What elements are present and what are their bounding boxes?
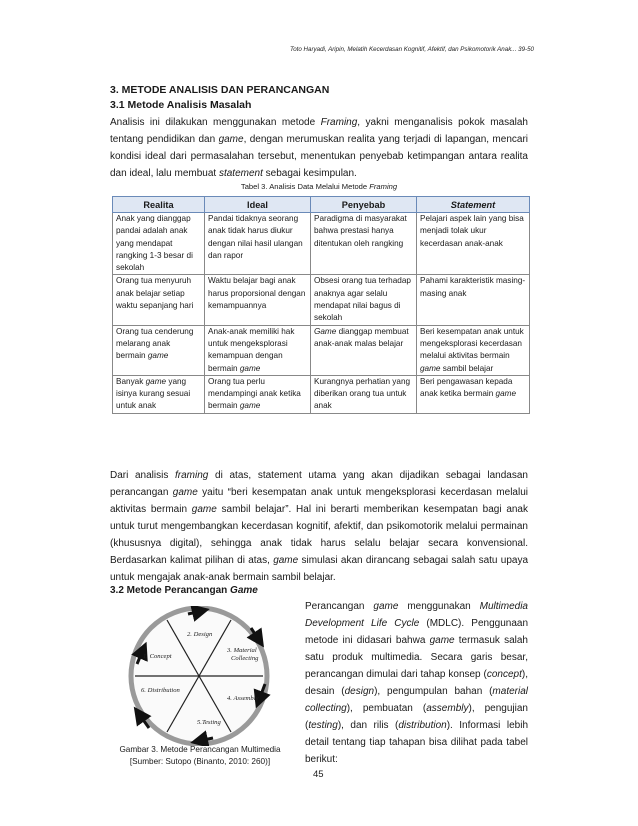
- stage-design: 2. Design: [187, 631, 213, 638]
- paragraph-analysis-method: Analisis ini dilakukan menggunakan metode Framing, yakni menganalisis pokok masalah tentang pendidikan dan game, dengan merumuskan realita yang terjadi di lapangan, mencari kondisi ideal dari permasalahan tersebut, menentukan penyebab ketimpangan antara realita dan ideal, lalu membuat statement sebagai kesimpulan.: [110, 117, 528, 179]
- col-header-penyebab: Penyebab: [311, 197, 417, 213]
- section-heading: 3. METODE ANALISIS DAN PERANCANGAN: [110, 84, 330, 96]
- table-cell: Orang tua menyuruh anak belajar setiap waktu sepanjang hari: [113, 275, 205, 325]
- table-cell: Anak yang dianggap pandai adalah anak yang mendapat rangking 1-3 besar di sekolah: [113, 213, 205, 275]
- table-row: [113, 213, 530, 275]
- table-cell: Beri kesempatan anak untuk mengeksplorasi kecerdasan melalui aktivitas bermain game sambil belajar: [417, 325, 530, 375]
- table-cell: Paradigma di masyarakat bahwa prestasi hanya ditentukan oleh rangking: [311, 213, 417, 275]
- table-cell: Waktu belajar bagi anak harus proporsional dengan kemampuannya: [205, 275, 311, 325]
- table-cell: Beri pengawasan kepada anak ketika bermain game: [417, 375, 530, 413]
- table-row: [113, 375, 530, 413]
- running-header: Toto Haryadi, Aripin, Melatih Kecerdasan Kognitif, Afektif, dan Psikomotorik Anak... 39-50: [290, 46, 534, 53]
- table-caption: Tabel 3. Analisis Data Melalui Metode Framing: [240, 182, 398, 191]
- table-cell: Kurangnya perhatian yang diberikan orang tua untuk anak: [311, 375, 417, 413]
- table-header-row: [113, 197, 530, 213]
- stage-collecting: Collecting: [231, 655, 259, 662]
- mdlc-cycle-diagram: [113, 606, 285, 746]
- col-header-statement: Statement: [417, 197, 530, 213]
- table-row: [113, 275, 530, 325]
- table-row: [113, 325, 530, 375]
- stage-assembly: 4. Assembly: [227, 695, 259, 702]
- table-cell: Orang tua perlu mendampingi anak ketika bermain game: [205, 375, 311, 413]
- stage-testing: 5.Testing: [197, 719, 221, 726]
- col-header-realita: Realita: [113, 197, 205, 213]
- table-cell: Obsesi orang tua terhadap anaknya agar selalu mendapat nilai bagus di sekolah: [311, 275, 417, 325]
- page-number: 45: [313, 769, 324, 780]
- table-cell: Pelajari aspek lain yang bisa menjadi tolak ukur kecerdasan anak-anak: [417, 213, 530, 275]
- framing-table: [112, 196, 530, 414]
- col-header-ideal: Ideal: [205, 197, 311, 213]
- stage-distribution: 6. Distribution: [141, 687, 180, 694]
- table-cell: Pahami karakteristik masing-masing anak: [417, 275, 530, 325]
- paragraph-framing-result: Dari analisis framing di atas, statement utama yang akan dijadikan sebagai landasan perancangan game yaitu “beri kesempatan anak untuk mengeksplorasi kecerdasan melalui aktivitas bermain game sambil belajar”. Hal ini berarti memberikan kesempatan bagi anak untuk turut mengembangkan kecerdasan kognitif, afektif, dan psikomotorik melalui permainan (khususnya digital), sehingga anak tidak harus selalu belajar secara konvensional. Berdasarkan kalimat pilihan di atas, game simulasi akan dirancang sebagai salah satu upaya untuk mengajak anak-anak bermain sambil belajar.: [110, 470, 529, 583]
- subsection-heading-analysis: 3.1 Metode Analisis Masalah: [110, 99, 252, 111]
- subsection-heading-design: 3.2 Metode Perancangan Game: [110, 585, 258, 596]
- table-cell: Banyak game yang isinya kurang sesuai untuk anak: [113, 375, 205, 413]
- stage-concept: 1. Concept: [143, 653, 172, 660]
- paragraph-mdlc: Perancangan game menggunakan Multimedia Development Life Cycle (MDLC). Penggunaan metode ini didasari bahwa game termasuk salah satu produk multimedia. Secara garis besar, perancangan dimulai dari tahap konsep (concept), desain (design), pengumpulan bahan (material collecting), pembuatan (assembly), pengujian (testing), dan rilis (distribution). Informasi lebih detail tentang tiap tahapan bisa dilihat pada tabel berikut:: [305, 601, 529, 765]
- figure-caption: Gambar 3. Metode Perancangan Multimedia [Sumber: Sutopo (Binanto, 2010: 260)]: [119, 745, 281, 766]
- table-cell: Game dianggap membuat anak-anak malas belajar: [311, 325, 417, 375]
- table-cell: Pandai tidaknya seorang anak tidak harus diukur dengan nilai hasil ulangan dan rapor: [205, 213, 311, 275]
- table-cell: Anak-anak memiliki hak untuk mengeksplorasi kemampuan dengan bermain game: [205, 325, 311, 375]
- stage-material: 3. Material: [227, 647, 257, 654]
- table-cell: Orang tua cenderung melarang anak bermain game: [113, 325, 205, 375]
